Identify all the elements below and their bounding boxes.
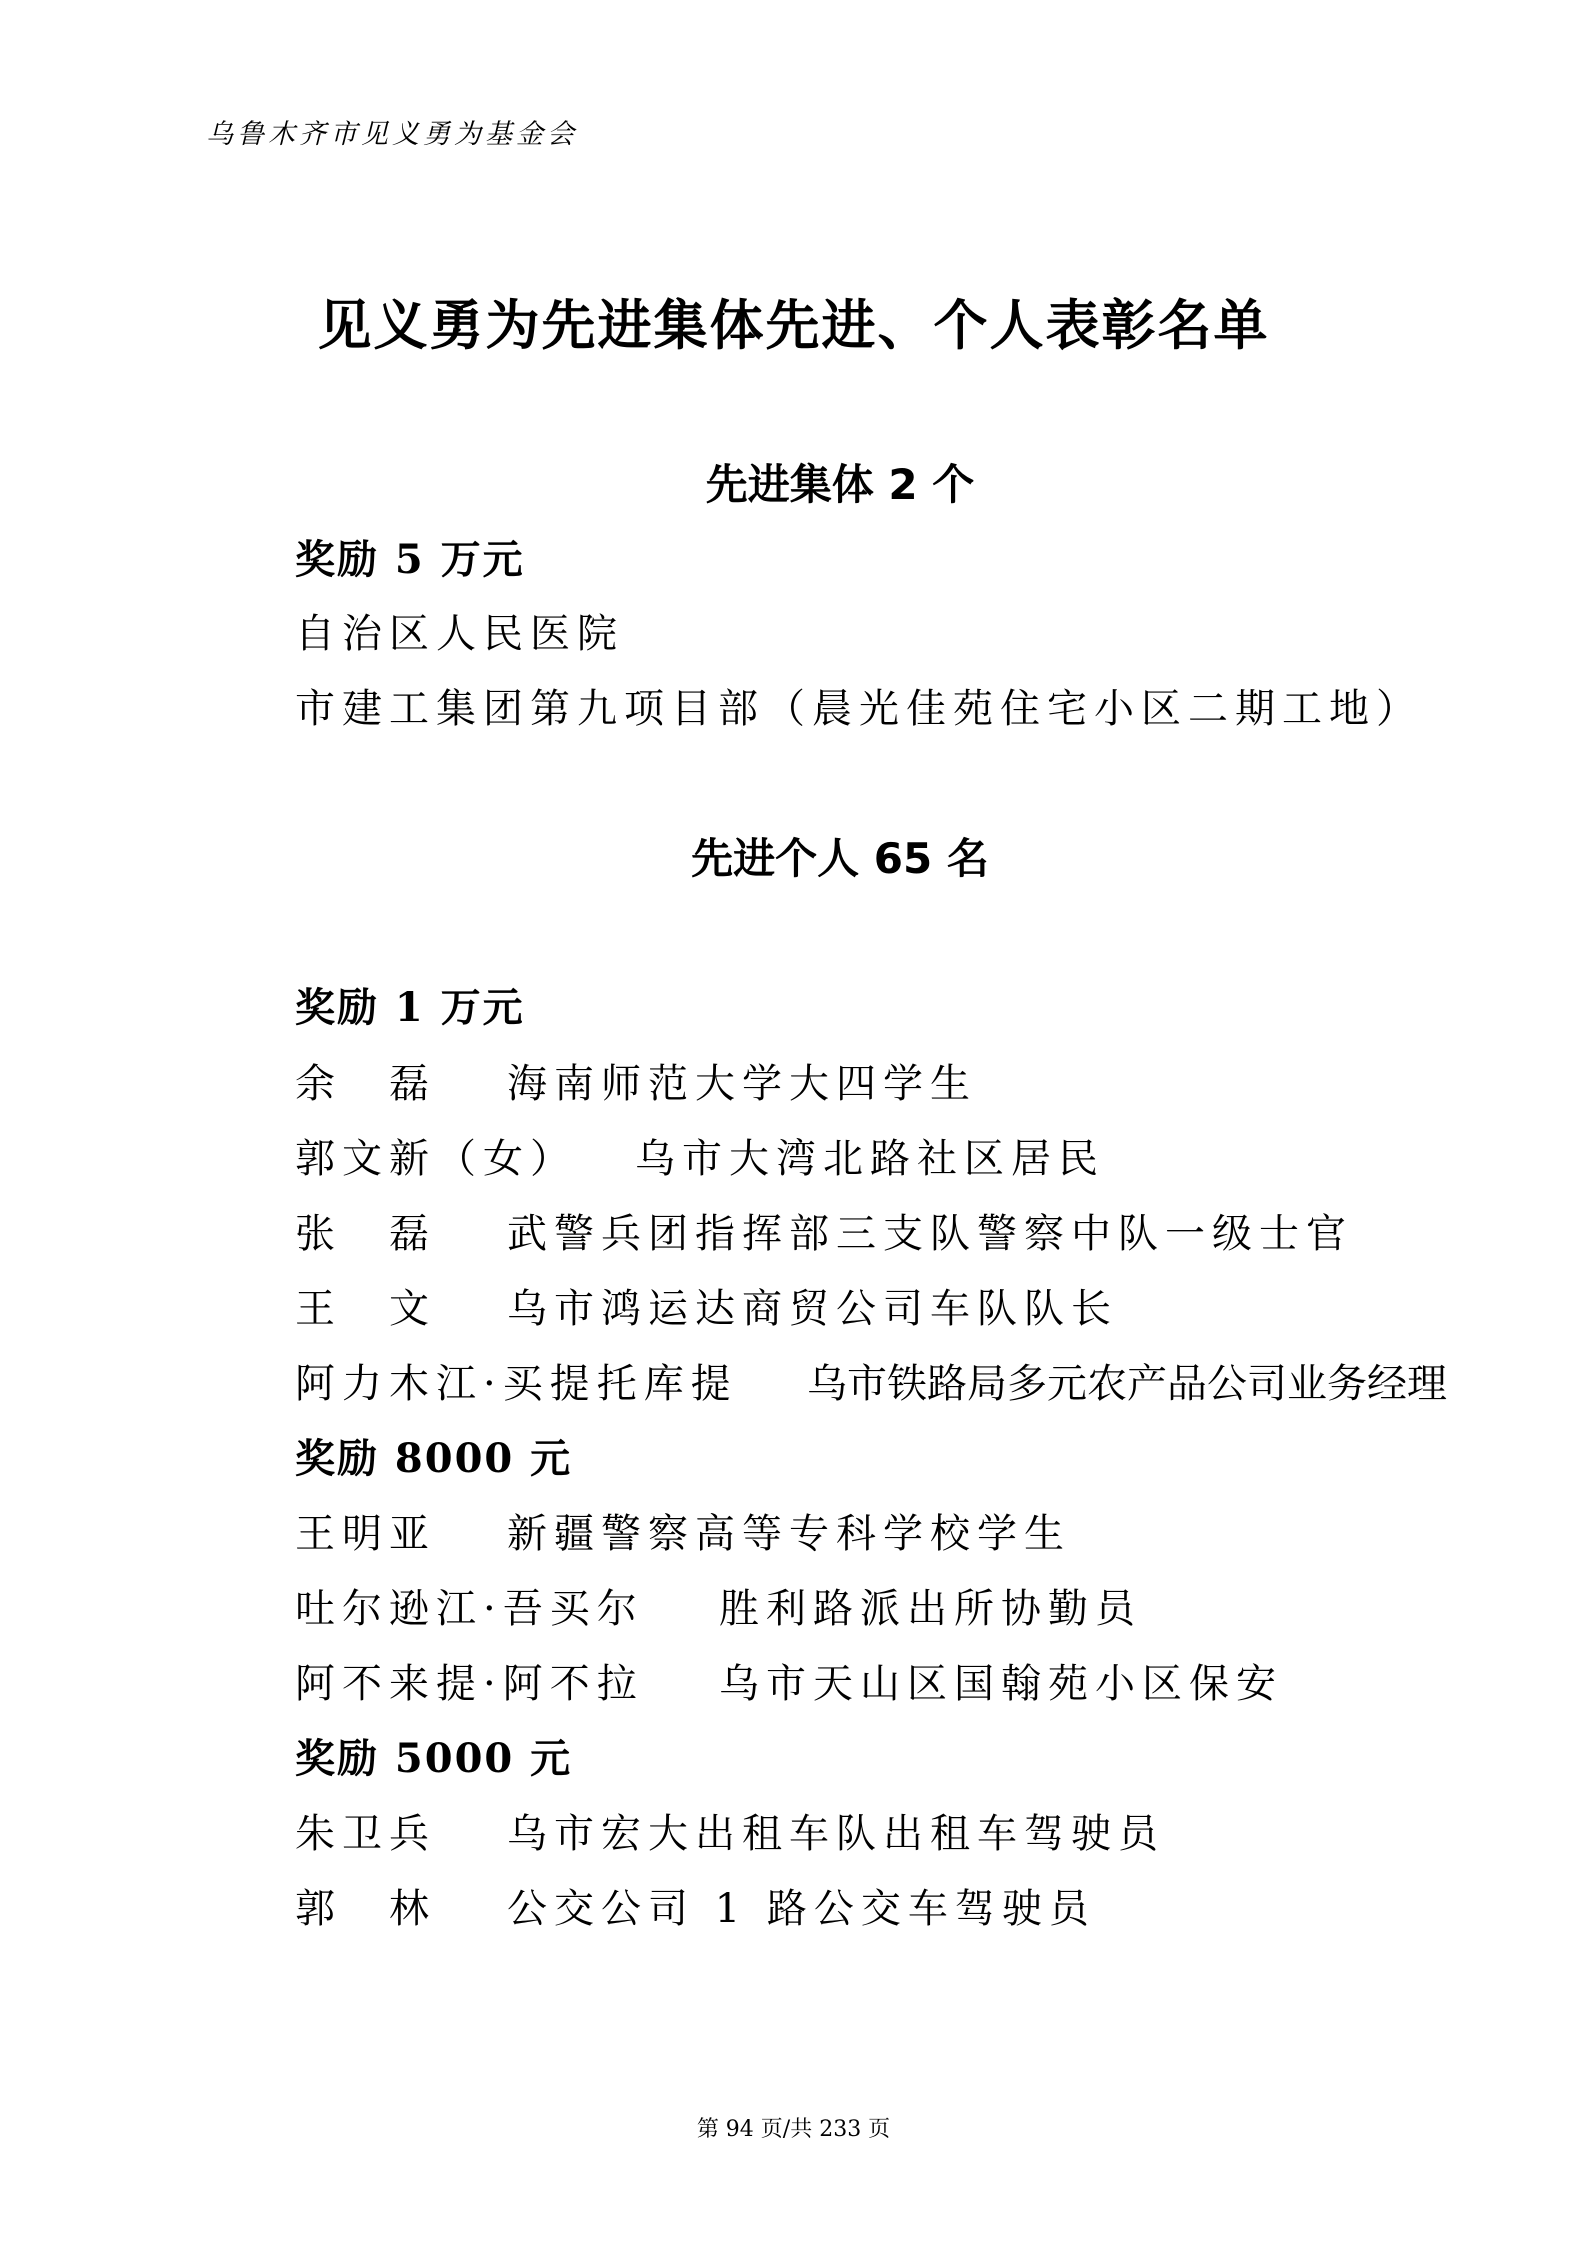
organization-header: 乌鲁木齐市见义勇为基金会 xyxy=(206,119,578,150)
list-item xyxy=(295,1577,1142,1634)
person-desc: 乌市大湾北路社区居民 xyxy=(635,1136,1105,1182)
person-name: 吐尔逊江·吾买尔 xyxy=(295,1586,644,1632)
list-item xyxy=(295,1277,1118,1334)
person-name: 王 文 xyxy=(295,1286,436,1332)
group-item: 自治区人民医院 xyxy=(295,611,624,657)
list-item xyxy=(295,1802,1165,1859)
person-name: 张 磊 xyxy=(295,1211,436,1257)
individuals-heading: 先进个人 65 名 xyxy=(691,834,989,883)
person-desc: 武警兵团指挥部三支队警察中队一级士官 xyxy=(507,1211,1353,1257)
list-item xyxy=(295,1502,1071,1559)
person-name: 郭文新（女） xyxy=(295,1136,577,1182)
person-desc: 新疆警察高等专科学校学生 xyxy=(507,1511,1071,1557)
person-desc: 海南师范大学大四学生 xyxy=(507,1061,977,1107)
list-item xyxy=(295,1202,1353,1259)
person-desc: 乌市宏大出租车队出租车驾驶员 xyxy=(507,1811,1165,1857)
list-item xyxy=(295,1052,977,1109)
groups-award: 奖励 5 万元 xyxy=(295,536,525,583)
award-8000: 奖励 8000 元 xyxy=(295,1435,573,1482)
person-name: 朱卫兵 xyxy=(295,1811,436,1857)
person-name: 余 磊 xyxy=(295,1061,436,1107)
person-desc: 乌市鸿运达商贸公司车队队长 xyxy=(507,1286,1118,1332)
person-name: 阿力木江·买提托库提 xyxy=(295,1361,738,1407)
group-item: 市建工集团第九项目部（晨光佳苑住宅小区二期工地） xyxy=(295,686,1423,732)
groups-heading: 先进集体 2 个 xyxy=(705,460,975,509)
person-desc: 乌市天山区国翰苑小区保安 xyxy=(719,1661,1283,1707)
person-desc: 乌市铁路局多元农产品公司业务经理 xyxy=(807,1361,1447,1407)
award-10000: 奖励 1 万元 xyxy=(295,984,525,1031)
list-item xyxy=(295,1352,1447,1409)
award-5000: 奖励 5000 元 xyxy=(295,1735,573,1782)
list-item xyxy=(295,1127,1105,1184)
person-desc: 公交公司 1 路公交车驾驶员 xyxy=(507,1886,1096,1932)
list-item xyxy=(295,1652,1283,1709)
person-name: 阿不来提·阿不拉 xyxy=(295,1661,644,1707)
page-title: 见义勇为先进集体先进、个人表彰名单 xyxy=(317,293,1270,357)
person-desc: 胜利路派出所协勤员 xyxy=(719,1586,1142,1632)
person-name: 郭 林 xyxy=(295,1886,436,1932)
page-number: 第 94 页/共 233 页 xyxy=(696,2117,891,2142)
person-name: 王明亚 xyxy=(295,1511,436,1557)
list-item xyxy=(295,1877,1096,1934)
